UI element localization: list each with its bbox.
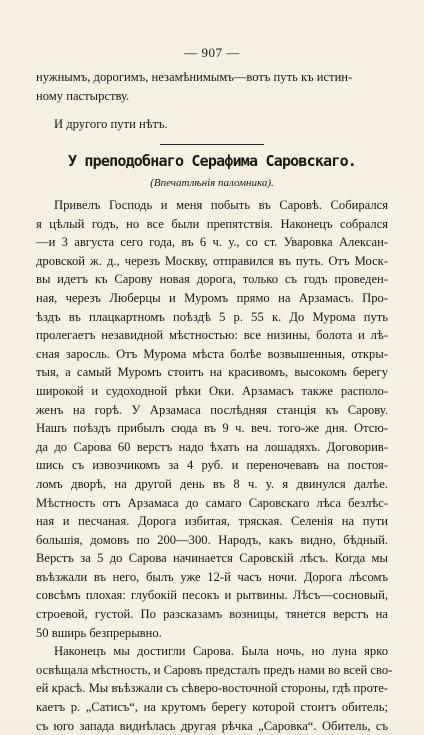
section-divider — [160, 144, 264, 145]
closing-line: И другого пути нѣтъ. — [54, 117, 168, 131]
text-line: 50 вширь безпрерывно. — [36, 625, 162, 640]
text-line: шись съ извозчикомъ за 4 руб. и переночевавъ на постоя- — [36, 458, 388, 473]
text-line: ному пастырству. — [36, 88, 130, 103]
text-line: совсѣмъ плохая: глубокій песокъ и рытвины. Лѣсъ—сосновый, — [36, 588, 388, 603]
text-line: Привелъ Господь и меня побыть въ Саровѣ. Собирался — [54, 198, 388, 212]
text-line: широкой и судоходной рѣки Оки. Арзамасъ также располо- — [36, 383, 388, 398]
text-line: Верстъ за 5 до Сарова начинается Саровскій лѣсъ. Когда мы — [36, 551, 388, 566]
text-line: ная и песчаная. Дорога избитая, тряская. Селенія на пути — [36, 514, 388, 529]
article-subtitle: (Впечатлѣнія паломника). — [150, 177, 274, 189]
page-number: — 907 — — [184, 45, 240, 60]
text-line: нужнымъ, дорогимъ, незамѣнимымъ—вотъ путь къ истин- — [36, 70, 353, 84]
text-line: сная заросль. Отъ Мурома мѣста болѣе возвышенныя, откры- — [36, 346, 388, 361]
text-line: каетъ р. „Сатисъ“, на крутомъ берегу которой стоитъ обитель; — [36, 700, 388, 715]
text-line: строевой, густой. По разсказамъ возницы, тянется верстъ на — [36, 607, 388, 622]
article-body — [36, 196, 393, 735]
text-line: ная, черезъ Люберцы и Муромъ прямо на Арзамасъ. Про- — [36, 290, 388, 305]
text-line: Нашъ поѣздъ прибылъ сюда въ 9 ч. веч. того-же дня. Отсю- — [36, 421, 388, 436]
text-line: тыя, а самый Муромъ стоитъ на красивомъ, высокомъ берегу — [36, 365, 388, 380]
text-line: большія, домовъ по 200—300. Народъ, какъ видно, бѣдный. — [36, 532, 388, 547]
text-line: ей красѣ. Мы въѣзжали съ сѣверо-восточной стороны, гдѣ проте- — [36, 681, 388, 696]
text-line: ѣздъ въ плацкартномъ поѣздѣ 5 р. 55 к. До Мурома путь — [36, 309, 388, 324]
article-title: У преподобнаго Серафима Саровскаго. — [67, 152, 357, 170]
text-line: въѣзжали въ него, былъ уже 12-й часъ ночи. Дорога лѣсомъ — [36, 569, 388, 584]
text-line: вы идетъ къ Сарову новая дорога, только съ годъ проведен- — [36, 272, 388, 287]
text-line: да до Сарова 60 верстъ надо ѣхать на лошадяхъ. Договорив- — [36, 439, 388, 454]
text-line: —и 3 августа сего года, въ 6 ч. у., со ст. Уваровка Алексан- — [36, 235, 388, 250]
text-line: Мѣстность отъ Арзамаса до самаго Саровскаго лѣса безлѣс- — [36, 495, 388, 510]
text-line: дровской ж. д., черезъ Москву, отправился въ путь. Отъ Моск- — [36, 253, 388, 268]
intro-paragraph — [36, 68, 388, 105]
text-line: ломъ дворѣ, на другой день въ 8 ч. у. я двинулся далѣе. — [36, 476, 388, 491]
text-line: съ юго запада виднѣлась другая рѣчка „Саровка“. Обитель, съ — [36, 718, 388, 733]
text-line: я цѣлый годъ, но все были препятствія. Наконецъ собрался — [36, 216, 388, 231]
text-line: Наконецъ мы достигли Сарова. Была ночь, но луна ярко — [54, 644, 388, 659]
text-line: женъ на горѣ. У Арзамаса послѣдняя станція къ Сарову. — [36, 402, 388, 417]
text-line: пролегаетъ незавидной мѣстностью: все низины, болота и лѣ- — [36, 328, 388, 343]
text-line: освѣщала мѣстность, и Саровъ предсталъ предъ нами во всей сво- — [36, 662, 393, 677]
